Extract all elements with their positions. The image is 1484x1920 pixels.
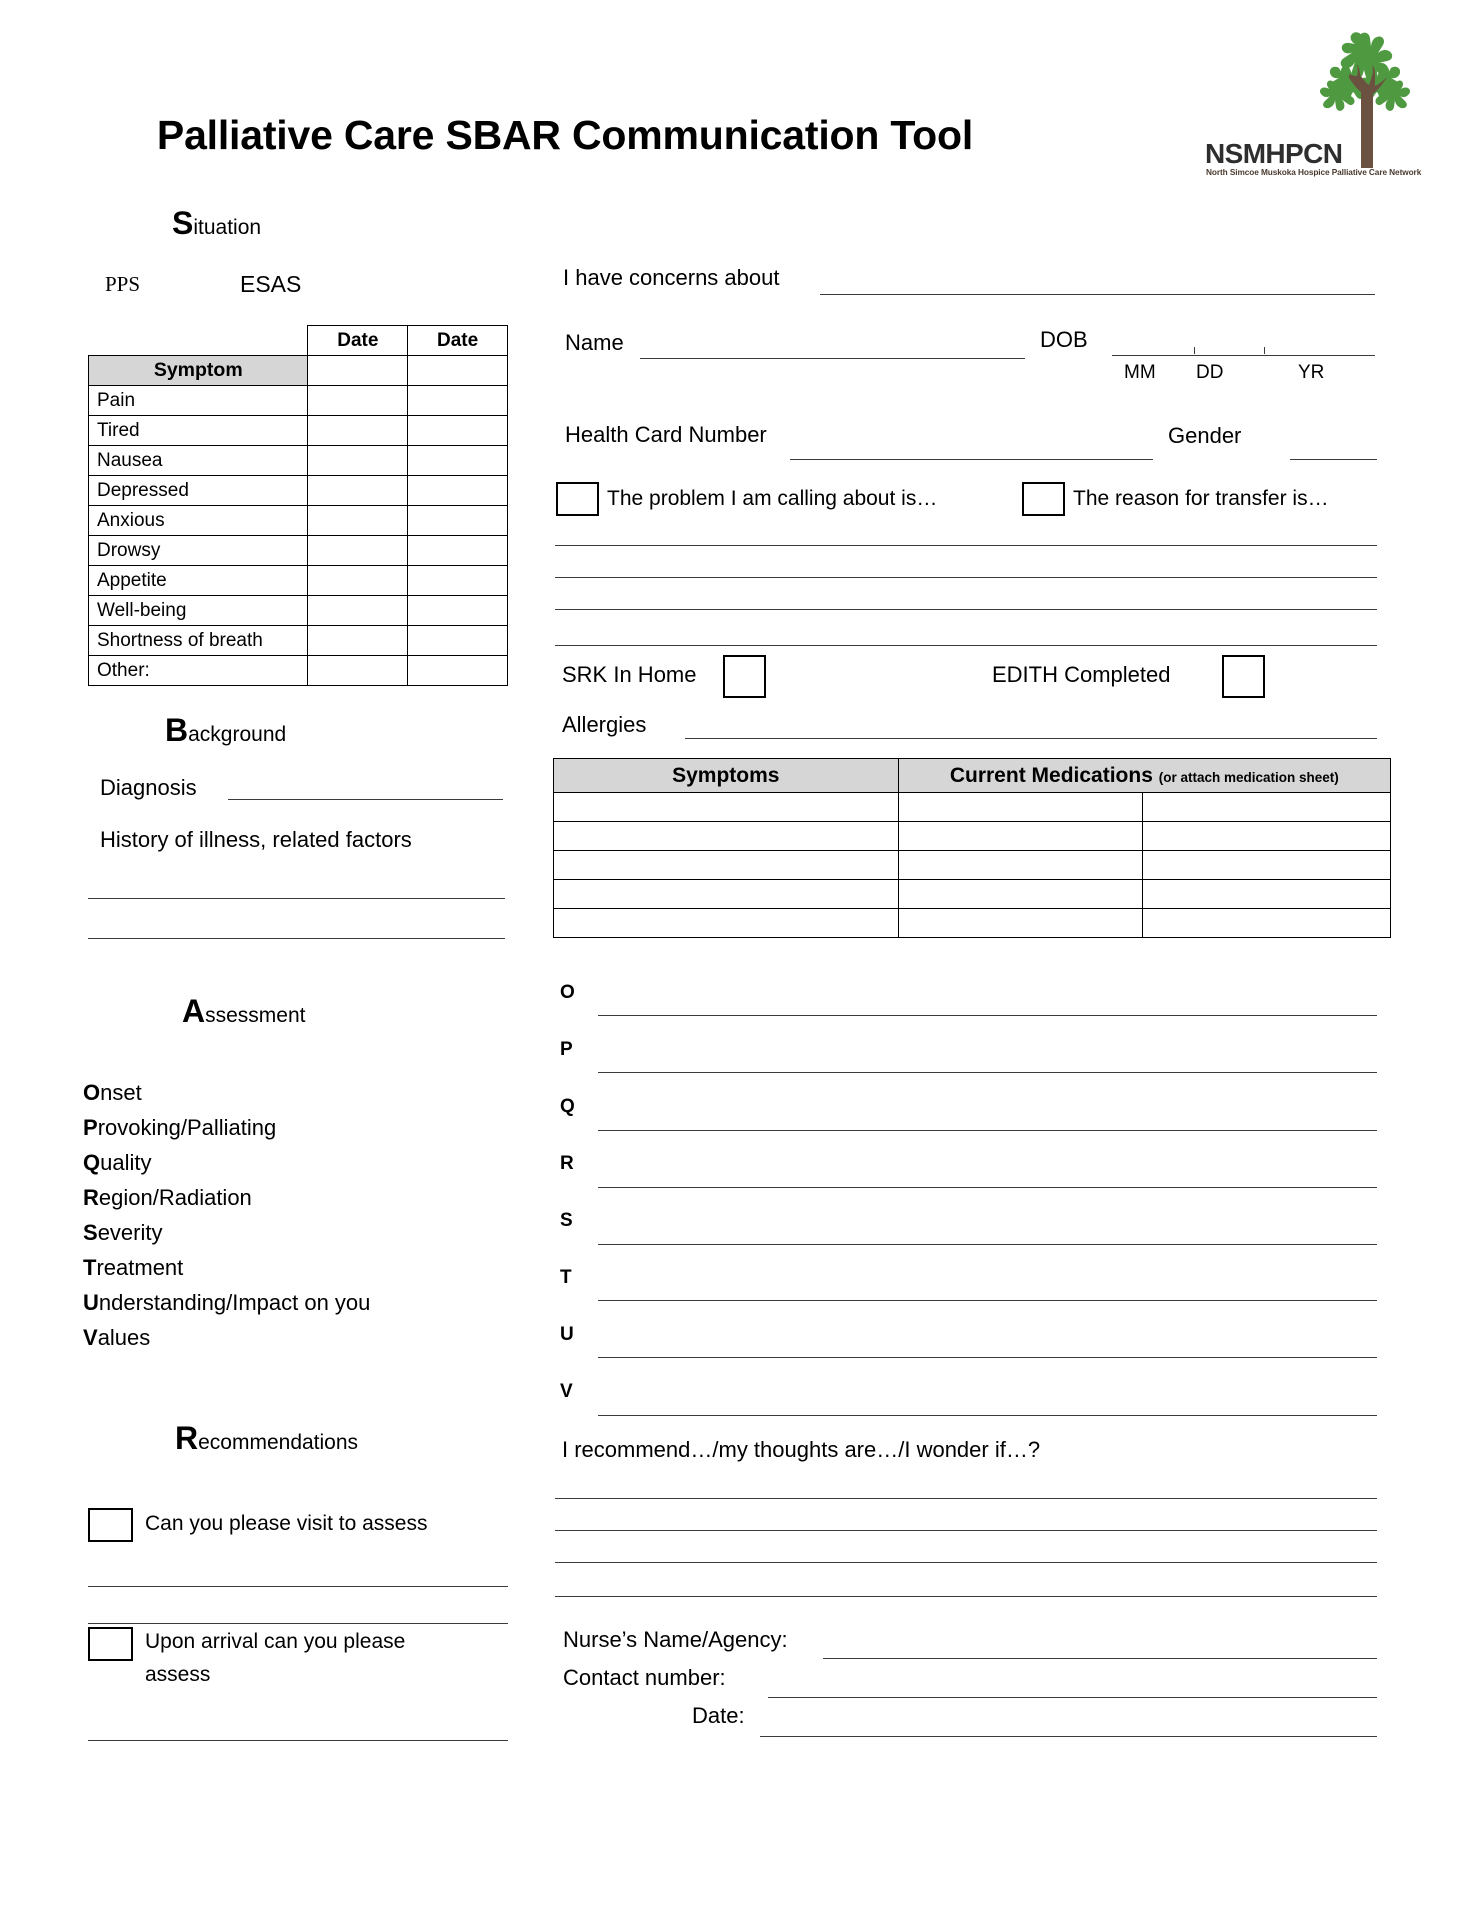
opqrstuv-letter-v: V xyxy=(560,1381,573,1402)
checkbox-upon-arrival-label-line2: assess xyxy=(145,1663,211,1686)
checkbox-edith-completed[interactable] xyxy=(1222,655,1265,698)
checkbox-upon-arrival-label-line1: Upon arrival can you please xyxy=(145,1630,406,1653)
checkbox-problem-calling-about-label: The problem I am calling about is… xyxy=(607,487,938,510)
checkbox-srk-in-home[interactable] xyxy=(723,655,766,698)
esas-row-label: Pain xyxy=(89,386,308,416)
health-card-label: Health Card Number xyxy=(565,422,767,447)
assessment-heading-cap: A xyxy=(182,993,206,1029)
opqrstuv-line-o[interactable] xyxy=(598,1015,1377,1016)
meds-cell-symptom[interactable] xyxy=(554,880,899,909)
background-heading-rest: ackground xyxy=(188,723,287,746)
diagnosis-input-line[interactable] xyxy=(228,799,503,800)
table-row xyxy=(89,476,508,506)
checkbox-reason-for-transfer-label: The reason for transfer is… xyxy=(1073,487,1329,510)
esas-cell[interactable] xyxy=(408,386,508,416)
opqrstuv-letter-u: U xyxy=(560,1324,574,1345)
history-line-1[interactable] xyxy=(88,898,505,899)
opqrstuv-letter-q: Q xyxy=(560,1096,575,1117)
situation-heading-cap: S xyxy=(172,205,194,241)
dob-input-line[interactable] xyxy=(1112,355,1375,356)
mnemonic-cap: R xyxy=(83,1185,99,1210)
mnemonic-understanding xyxy=(83,1290,370,1316)
recommendation-note-line-1[interactable] xyxy=(555,1498,1377,1499)
diagnosis-label: Diagnosis xyxy=(100,775,197,800)
situation-note-line-3[interactable] xyxy=(555,609,1377,610)
section-heading-background xyxy=(165,712,286,749)
dob-yr-label: YR xyxy=(1298,362,1325,383)
esas-cell[interactable] xyxy=(408,446,508,476)
esas-cell[interactable] xyxy=(308,566,408,596)
table-row xyxy=(89,656,508,686)
mnemonic-cap: S xyxy=(83,1220,98,1245)
situation-heading-rest: ituation xyxy=(193,216,262,239)
mnemonic-region xyxy=(83,1185,252,1211)
esas-blank-corner xyxy=(89,326,308,356)
mnemonic-rest: rovoking/Palliating xyxy=(97,1115,277,1140)
mnemonic-cap: T xyxy=(83,1255,97,1280)
name-label: Name xyxy=(565,330,624,355)
table-row xyxy=(89,626,508,656)
table-row xyxy=(89,566,508,596)
esas-cell[interactable] xyxy=(408,356,508,386)
assessment-heading-rest: ssessment xyxy=(205,1004,306,1027)
esas-cell[interactable] xyxy=(308,386,408,416)
esas-cell[interactable] xyxy=(408,596,508,626)
mnemonic-treatment xyxy=(83,1255,183,1281)
organization-logo xyxy=(1205,22,1425,182)
esas-row-label: Nausea xyxy=(89,446,308,476)
meds-col-symptoms: Symptoms xyxy=(554,759,899,793)
esas-row-label: Anxious xyxy=(89,506,308,536)
esas-cell[interactable] xyxy=(308,476,408,506)
esas-cell[interactable] xyxy=(308,356,408,386)
esas-cell[interactable] xyxy=(408,626,508,656)
mnemonic-rest: nderstanding/Impact on you xyxy=(98,1290,371,1315)
opqrstuv-letter-s: S xyxy=(560,1210,573,1231)
esas-row-label: Drowsy xyxy=(89,536,308,566)
esas-cell[interactable] xyxy=(308,446,408,476)
meds-cell-medication[interactable] xyxy=(898,822,1143,851)
table-row xyxy=(89,446,508,476)
dob-mm-label: MM xyxy=(1124,362,1156,383)
meds-col-medications-title: Current Medications xyxy=(949,763,1153,787)
symptoms-medications-table xyxy=(553,758,1391,938)
mnemonic-quality xyxy=(83,1150,151,1176)
esas-cell[interactable] xyxy=(308,626,408,656)
checkbox-upon-arrival[interactable] xyxy=(88,1627,133,1661)
meds-cell-symptom[interactable] xyxy=(554,822,899,851)
esas-cell[interactable] xyxy=(308,416,408,446)
history-label: History of illness, related factors xyxy=(100,827,412,852)
history-line-2[interactable] xyxy=(88,938,505,939)
gender-input-line[interactable] xyxy=(1290,459,1377,460)
section-heading-situation xyxy=(172,205,261,242)
situation-note-line-4[interactable] xyxy=(555,645,1377,646)
mnemonic-rest: reatment xyxy=(96,1255,184,1280)
table-row xyxy=(89,596,508,626)
situation-note-line-2[interactable] xyxy=(555,577,1377,578)
meds-cell-medication[interactable] xyxy=(1143,793,1391,822)
mnemonic-cap: O xyxy=(83,1080,101,1105)
meds-cell-medication[interactable] xyxy=(898,880,1143,909)
recommendations-heading-cap: R xyxy=(175,1420,199,1456)
recommendation-note-line-2[interactable] xyxy=(555,1530,1377,1531)
esas-label: ESAS xyxy=(240,271,302,297)
gender-label: Gender xyxy=(1168,423,1242,448)
esas-row-label: Well-being xyxy=(89,596,308,626)
mnemonic-cap: Q xyxy=(83,1150,101,1175)
page-title: Palliative Care SBAR Communication Tool xyxy=(156,112,974,158)
meds-header-row xyxy=(554,759,1391,793)
esas-cell[interactable] xyxy=(308,596,408,626)
esas-date-header-2[interactable]: Date xyxy=(408,326,508,356)
concerns-input-line[interactable] xyxy=(820,294,1375,295)
table-row xyxy=(89,536,508,566)
date-label: Date: xyxy=(692,1703,745,1728)
dob-label: DOB xyxy=(1040,327,1088,352)
concerns-label: I have concerns about xyxy=(563,265,780,290)
meds-cell-medication[interactable] xyxy=(898,909,1143,938)
background-heading-cap: B xyxy=(165,712,189,748)
recommendation-note-line-4[interactable] xyxy=(555,1596,1377,1597)
table-row xyxy=(554,851,1391,880)
mnemonic-values xyxy=(83,1325,150,1351)
dob-separator-1 xyxy=(1194,347,1195,354)
opqrstuv-line-v[interactable] xyxy=(598,1415,1377,1416)
esas-row-label: Appetite xyxy=(89,566,308,596)
section-heading-recommendations xyxy=(175,1420,358,1457)
mnemonic-rest: alues xyxy=(97,1325,151,1350)
esas-row-label: Tired xyxy=(89,416,308,446)
opqrstuv-line-t[interactable] xyxy=(598,1300,1377,1301)
section-heading-assessment xyxy=(182,993,305,1030)
esas-symptom-header: Symptom xyxy=(89,356,308,386)
meds-cell-medication[interactable] xyxy=(1143,909,1391,938)
recommendation-note-line-3[interactable] xyxy=(555,1562,1377,1563)
esas-row-label: Depressed xyxy=(89,476,308,506)
mnemonic-rest: nset xyxy=(100,1080,142,1105)
edith-completed-label: EDITH Completed xyxy=(992,662,1171,687)
esas-date-header-row xyxy=(89,326,508,356)
mnemonic-cap: P xyxy=(83,1115,98,1140)
dob-separator-2 xyxy=(1264,347,1265,354)
mnemonic-onset xyxy=(83,1080,142,1106)
esas-cell[interactable] xyxy=(308,656,408,686)
esas-symptom-header-row xyxy=(89,356,508,386)
mnemonic-rest: egion/Radiation xyxy=(98,1185,252,1210)
opqrstuv-letter-o: O xyxy=(560,982,575,1003)
table-row xyxy=(89,386,508,416)
meds-cell-symptom[interactable] xyxy=(554,793,899,822)
table-row xyxy=(554,909,1391,938)
health-card-input-line[interactable] xyxy=(790,459,1153,460)
checkbox-visit-to-assess[interactable] xyxy=(88,1508,133,1542)
dob-dd-label: DD xyxy=(1196,362,1224,383)
checkbox-problem-calling-about[interactable] xyxy=(556,482,599,516)
situation-note-line-1[interactable] xyxy=(555,545,1377,546)
recommendation-line-3[interactable] xyxy=(88,1740,508,1741)
nurse-name-agency-input-line[interactable] xyxy=(823,1658,1377,1659)
esas-cell[interactable] xyxy=(408,506,508,536)
srk-in-home-label: SRK In Home xyxy=(562,662,697,687)
meds-cell-medication[interactable] xyxy=(898,793,1143,822)
opqrstuv-line-u[interactable] xyxy=(598,1357,1377,1358)
mnemonic-rest: uality xyxy=(100,1150,152,1175)
name-input-line[interactable] xyxy=(640,358,1025,359)
logo-subtitle: North Simcoe Muskoka Hospice Palliative Care Network xyxy=(1206,167,1422,177)
table-row xyxy=(554,793,1391,822)
meds-cell-symptom[interactable] xyxy=(554,851,899,880)
esas-cell[interactable] xyxy=(308,536,408,566)
pps-label: PPS xyxy=(105,272,141,296)
table-row xyxy=(554,822,1391,851)
opqrstuv-letter-r: R xyxy=(560,1153,574,1174)
table-row xyxy=(89,416,508,446)
recommendation-prompt: I recommend…/my thoughts are…/I wonder if…? xyxy=(562,1437,1041,1462)
esas-cell[interactable] xyxy=(408,476,508,506)
contact-number-input-line[interactable] xyxy=(768,1697,1377,1698)
opqrstuv-line-s[interactable] xyxy=(598,1244,1377,1245)
opqrstuv-line-p[interactable] xyxy=(598,1072,1377,1073)
esas-cell[interactable] xyxy=(408,566,508,596)
table-row xyxy=(554,880,1391,909)
esas-cell[interactable] xyxy=(308,506,408,536)
mnemonic-rest: everity xyxy=(97,1220,163,1245)
esas-row-label: Shortness of breath xyxy=(89,626,308,656)
meds-cell-medication[interactable] xyxy=(1143,822,1391,851)
mnemonic-cap: U xyxy=(83,1290,99,1315)
meds-cell-symptom[interactable] xyxy=(554,909,899,938)
meds-col-medications-note: (or attach medication sheet) xyxy=(1158,769,1339,785)
mnemonic-cap: V xyxy=(83,1325,98,1350)
esas-cell[interactable] xyxy=(408,536,508,566)
checkbox-visit-to-assess-label: Can you please visit to assess xyxy=(145,1512,428,1535)
meds-col-medications xyxy=(898,759,1390,793)
recommendation-line-2[interactable] xyxy=(88,1623,508,1624)
recommendation-line-1[interactable] xyxy=(88,1586,508,1587)
date-input-line[interactable] xyxy=(760,1736,1377,1737)
esas-date-header-1[interactable]: Date xyxy=(308,326,408,356)
allergies-label: Allergies xyxy=(562,712,647,737)
esas-cell[interactable] xyxy=(408,416,508,446)
nurse-name-agency-label: Nurse’s Name/Agency: xyxy=(563,1627,788,1652)
esas-symptom-table xyxy=(88,325,508,686)
opqrstuv-letter-t: T xyxy=(560,1267,572,1288)
logo-acronym: NSMHPCN xyxy=(1205,138,1343,169)
opqrstuv-letter-p: P xyxy=(560,1039,573,1060)
opqrstuv-line-q[interactable] xyxy=(598,1130,1377,1131)
allergies-input-line[interactable] xyxy=(685,738,1377,739)
esas-row-label: Other: xyxy=(89,656,308,686)
meds-cell-medication[interactable] xyxy=(1143,880,1391,909)
contact-number-label: Contact number: xyxy=(563,1665,726,1690)
esas-cell[interactable] xyxy=(408,656,508,686)
mnemonic-severity xyxy=(83,1220,162,1246)
opqrstuv-line-r[interactable] xyxy=(598,1187,1377,1188)
recommendations-heading-rest: ecommendations xyxy=(198,1431,359,1454)
mnemonic-provoking xyxy=(83,1115,276,1141)
checkbox-reason-for-transfer[interactable] xyxy=(1022,482,1065,516)
meds-cell-medication[interactable] xyxy=(898,851,1143,880)
meds-cell-medication[interactable] xyxy=(1143,851,1391,880)
table-row xyxy=(89,506,508,536)
